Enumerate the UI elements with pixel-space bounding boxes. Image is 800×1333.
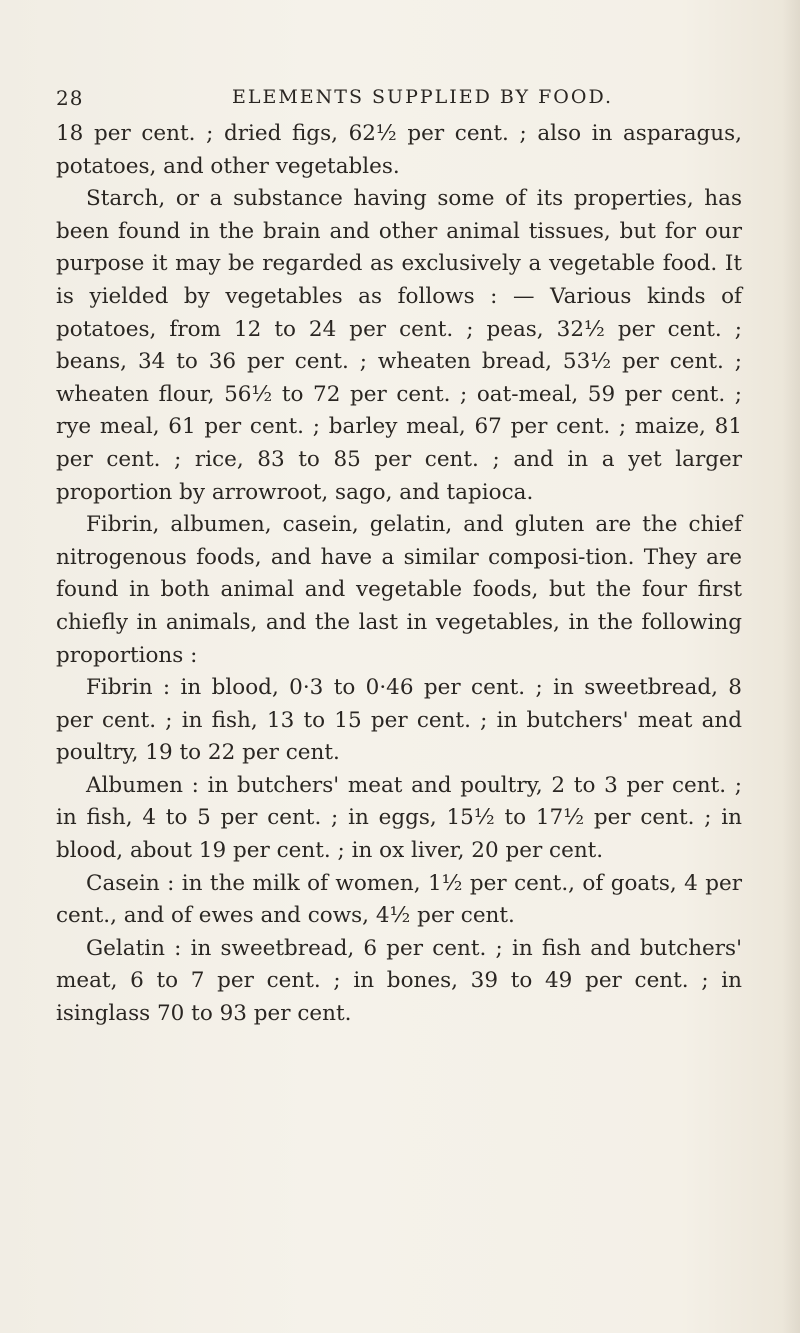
running-title: ELEMENTS SUPPLIED BY FOOD.	[232, 86, 614, 108]
paragraph: Gelatin : in sweetbread, 6 per cent. ; in fish and butchers' meat, 6 to 7 per cent. ; in bones, 39 to 49 per cent. ; in isinglass 70 to 93 per cent.	[56, 935, 742, 1027]
paragraph: Fibrin : in blood, 0·3 to 0·46 per cent. ; in sweetbread, 8 per cent. ; in fish, 13 to 15 per cent. ; in butchers' meat and poultry, 19 to 22 per cent.	[56, 675, 742, 766]
page-number: 28	[56, 86, 84, 110]
page-edge-shadow	[782, 0, 800, 1333]
paragraph: Albumen : in butchers' meat and poultry, 2 to 3 per cent. ; in fish, 4 to 5 per cent. ; in eggs, 15½ to 17½ per cent. ; in blood, about 19 per cent. ; in ox liver, 20 per cent.	[56, 772, 742, 864]
running-head	[56, 86, 756, 114]
paragraph: Casein : in the milk of women, 1½ per cent., of goats, 4 per cent., and of ewes and cows, 4½ per cent.	[56, 870, 742, 929]
paragraph: 18 per cent. ; dried figs, 62½ per cent. ; also in asparagus, potatoes, and other vegetables.	[56, 121, 742, 179]
paragraph: Starch, or a substance having some of its properties, has been found in the brain and other animal tissues, but for our purpose it may be regarded as exclusively a vegetable food. It is yielded by vegetables as follows : — Various kinds of potatoes, from 12 to 24 per cent. ; peas, 32½ per cent. ; beans, 34 to 36 per cent. ; wheaten bread, 53½ per cent. ; wheaten flour, 56½ to 72 per cent. ; oat-meal, 59 per cent. ; rye meal, 61 per cent. ; barley meal, 67 per cent. ; maize, 81 per cent. ; rice, 83 to 85 per cent. ; and in a yet larger proportion by arrowroot, sago, and tapioca.	[56, 186, 742, 505]
paragraph: Fibrin, albumen, casein, gelatin, and gluten are the chief nitrogenous foods, and have a similar composi-tion. They are found in both animal and vegetable foods, but the four first chiefly in animals, and the last in vegetables, in the following proportions :	[56, 512, 742, 668]
body-text	[56, 118, 742, 1031]
